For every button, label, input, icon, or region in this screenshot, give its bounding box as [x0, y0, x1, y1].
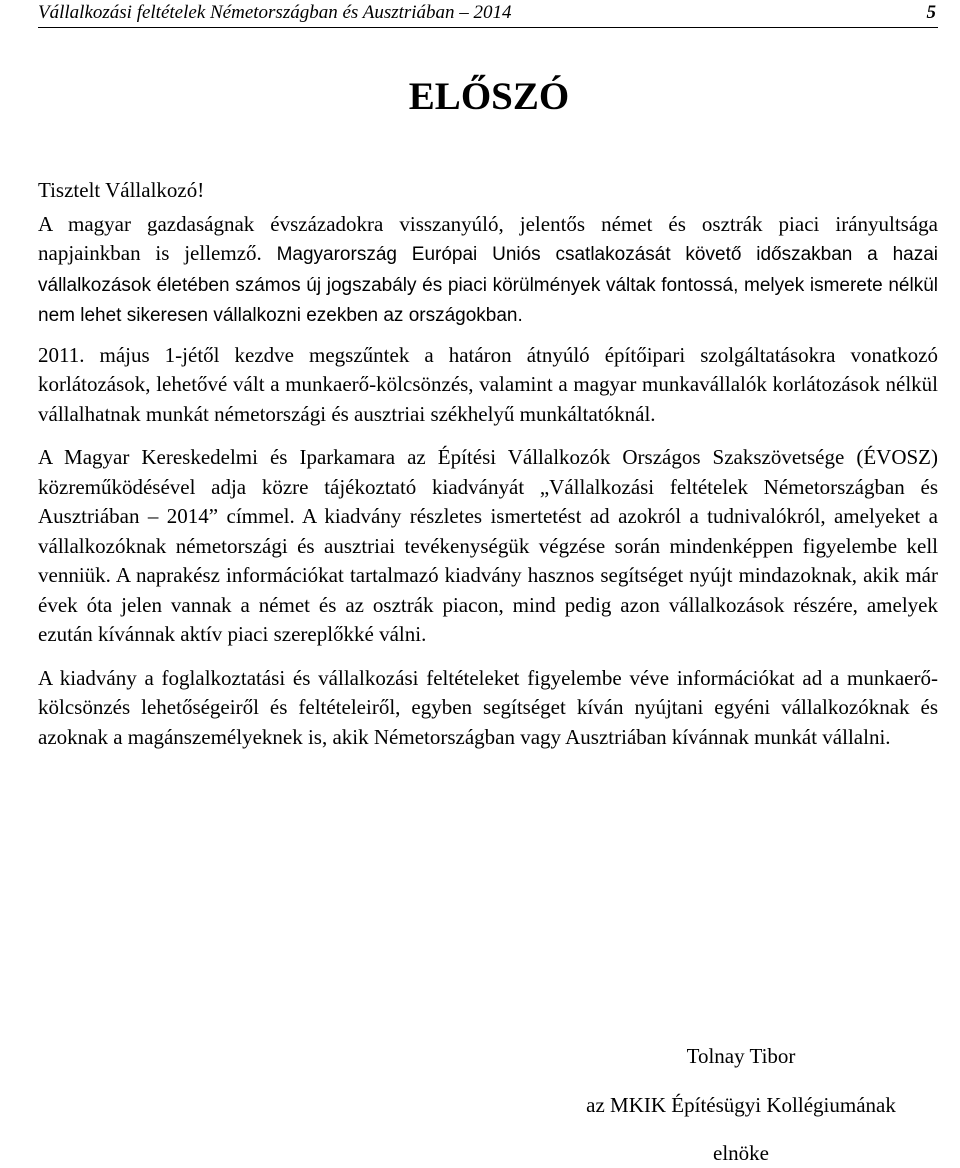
paragraph-intro — [38, 210, 938, 331]
greeting: Tisztelt Vállalkozó! — [38, 178, 205, 202]
signature-role: elnöke — [713, 1141, 769, 1165]
page-number: 5 — [926, 2, 936, 23]
page-title: ELŐSZÓ — [408, 75, 570, 118]
paragraph-intro-part2: Magyarország Európai Uniós csatlakozását követő időszakban a hazai vállalkozások életében számos új jogszabály és piaci körülmények váltak fontossá, melyek ismerete nélkül nem lehet sikeresen vállalkozni ezekben az országokban. — [38, 244, 938, 326]
document-body — [38, 176, 938, 752]
paragraph-publication: A Magyar Kereskedelmi és Iparkamara az Építési Vállalkozók Országos Szakszövetsége (ÉVOSZ) közreműködésével adja közre tájékoztató kiadványát „Vállalkozási feltételek Németországban és Ausztriában – 2014” címmel. A kiadvány részletes ismertetést ad azokról a tudnivalókról, amelyeket a vállalkozóknak németországi és ausztriai tevékenységük végzése során mindenképpen figyelembe kell venniük. A naprakész információkat tartalmazó kiadvány hasznos segítséget nyújt mindazoknak, akik már évek óta jelen vannak a német és az osztrák piacon, mind pedig azon vállalkozások részére, amelyek ezután kívánnak aktív piaci szereplőkké válni. — [38, 445, 938, 646]
page-header — [38, 0, 938, 28]
signature-organization: az MKIK Építésügyi Kollégiumának — [586, 1093, 896, 1117]
paragraph-intro-part1: A magyar gazdaságnak évszázadokra visszanyúló, jelentős német és osztrák piaci irányultsága napjainkban is jellemző. — [38, 211, 938, 265]
signature-name: Tolnay Tibor — [686, 1044, 796, 1068]
paragraph-employment: A kiadvány a foglalkoztatási és vállalkozási feltételeket figyelembe véve információkat ad a munkaerő-kölcsönzés lehetőségeiről és feltételeiről, egyben segítséget kíván nyújtani egyéni vállalkozóknak és azoknak a magánszemélyeknek is, akik Németországban vagy Ausztriában kívánnak munkát vállalni. — [38, 665, 938, 749]
header-title: Vállalkozási feltételek Németországban és Ausztriában – 2014 — [38, 2, 512, 23]
signature-block — [530, 1041, 952, 1168]
paragraph-restrictions: 2011. május 1-jétől kezdve megszűntek a határon átnyúló építőipari szolgáltatásokra vonatkozó korlátozások, lehetővé vált a munkaerő-kölcsönzés, valamint a magyar munkavállalók korlátozások nélkül vállalhatnak munkát németországi és ausztriai székhelyű munkáltatóknál. — [38, 342, 938, 426]
